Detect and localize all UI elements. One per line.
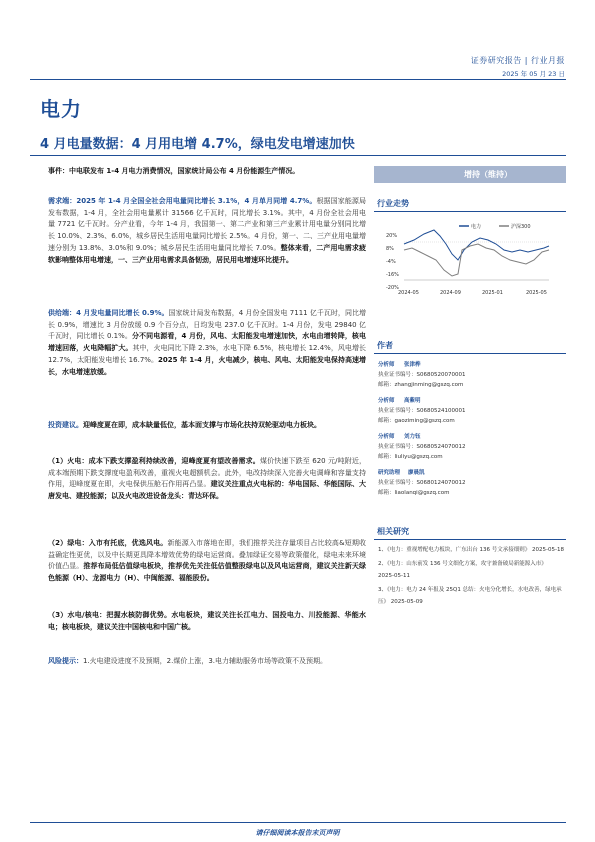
demand-label: 需求端：: [48, 197, 77, 205]
item-body: 新能源入市落地在即，我们推荐关注存量项目占比较高&短期收益确定性更优，以及中长期更具降本增效优势的绿电运营商。叠加绿证交易等政策催化，绿电未来环境价值凸显。: [48, 539, 366, 571]
analyst-name: 刘力钰: [404, 434, 421, 440]
analyst-role: 分析师: [378, 362, 395, 368]
event-text: 中电联发布 1-4 月电力消费情况，国家统计局公布 4 月份能源生产情况。: [69, 167, 300, 175]
item-thermal: [48, 456, 366, 503]
analyst-role: 分析师: [378, 434, 395, 440]
supply-label: 供给端：: [48, 309, 77, 317]
item-bold: 建议关注重点火电标的：华电国际、华能国际、大唐发电、建投能源；以及火电改进设备龙头：青达环保。: [48, 480, 367, 501]
trend-chart-svg: [374, 220, 566, 288]
risk-paragraph: [48, 656, 366, 668]
y-tick: 8%: [386, 246, 394, 252]
analyst-cert: 执业证书编号：S0680524070012: [378, 444, 466, 450]
item-green: [48, 538, 366, 585]
item-lead: （1）火电：成本下跌支撑盈利持续改善，迎峰度夏有望改善需求。: [48, 457, 260, 465]
analyst-block: [378, 468, 564, 498]
divider: [30, 155, 566, 156]
trend-chart: [374, 220, 566, 291]
risk-text: 1.火电建设进度不及预期，2.煤价上涨，3.电力辅助服务市场等政策不及预期。: [83, 657, 328, 665]
supply-bold2: 2025 年 1-4 月，火电减少，核电、风电、太阳能发电保持高速增长，水电增速放缓。: [48, 355, 366, 376]
related-list: [378, 544, 564, 610]
analyst-cert: 执业证书编号：S0680124070012: [378, 480, 466, 486]
x-tick: 2024-05: [398, 290, 419, 296]
report-type: 证券研究报告 | 行业月报: [470, 56, 565, 65]
demand-lead: 2025 年 1-4 月全国全社会用电量同比增长 3.1%，4 月单月同增 4.7%。: [76, 197, 317, 205]
legend-power-label: 电力: [471, 224, 482, 230]
item-lead: （2）绿电：入市有托底，优选风电。: [48, 539, 168, 547]
advice-label: 投资建议。: [48, 421, 83, 429]
event-label: 事件：: [48, 167, 69, 175]
series-hs300: [404, 244, 549, 276]
y-tick: -4%: [386, 259, 396, 265]
analyst-email[interactable]: 邮箱：liuliyu@gszq.com: [378, 454, 443, 460]
analyst-cert: 执业证书编号：S0680524100001: [378, 408, 466, 414]
demand-paragraph: [48, 196, 366, 266]
item-lead: （3）水电/核电：把握水核防御优势。水电板块，建议关注长江电力、国投电力、川投能源、华能水电；核电板块，建议关注中国核电和中国广核。: [48, 611, 366, 631]
report-title: 4 月电量数据：4 月用电增 4.7%，绿电发电增速加快: [40, 137, 355, 152]
analyst-name: 高紫明: [404, 398, 421, 404]
x-tick: 2025-01: [482, 290, 503, 296]
related-item[interactable]: 3、《电力：电力 24 年报及 25Q1 总结：火电分化增长，水电改善，绿电承压》 2025-05-09: [378, 587, 562, 605]
divider: [30, 79, 566, 80]
advice-text: 迎峰度夏在即，成本缺量低位，基本面支撑与市场化扶持双轮驱动电力板块。: [83, 421, 321, 429]
report-date: 2025 年 05 月 23 日: [502, 70, 565, 78]
related-heading: 相关研究: [374, 526, 566, 540]
analyst-block: [378, 432, 564, 462]
item-bold: 推荐布局低估值绿电板块，推荐优先关注低估值整股绿电以及风电运营商，建议关注新天绿色能源（H）、龙源电力（H）、中闽能源、福能股份。: [48, 562, 367, 583]
supply-lead: 4 月发电量同比增长 0.9%。: [76, 309, 169, 317]
industry-title: 电力: [40, 97, 82, 121]
analyst-email[interactable]: 邮箱：gaoziming@gszq.com: [378, 418, 455, 424]
analyst-name: 廖晨凯: [408, 470, 425, 476]
x-tick: 2024-09: [440, 290, 461, 296]
analyst-block: [378, 396, 564, 426]
demand-conclusion: 整体来看，二产用电需求疲软影响整体用电增速，一、三产业用电需求具备韧劲，居民用电增速环比提升。: [48, 243, 367, 264]
analyst-email[interactable]: 邮箱：liaolanqi@gszq.com: [378, 490, 450, 496]
y-tick: 20%: [386, 233, 398, 239]
supply-paragraph: [48, 308, 366, 378]
analyst-block: [378, 360, 564, 390]
series-power: [404, 230, 549, 260]
y-tick: -20%: [386, 285, 399, 291]
related-item[interactable]: 2、《电力：山东前发 136 号文细化方案，攻守兼备破局新能源入市》 2025-05-11: [378, 561, 547, 579]
supply-body2: 其中，火电同比下降 2.3%，水电下降 6.5%，核电增长 12.4%，风电增长 12.7%，太阳能发电增长 16.7%。: [48, 344, 367, 364]
demand-body: 根据国家能源局发布数据，1-4 月，全社会用电量累计 31566 亿千瓦时，同比增长 3.1%。其中，4 月份全社会用电量 7721 亿千瓦时。分产业看，今年 1-4 月，我国第一、第二产业和第三产业累计用电量分别同比增长 10.0%、2.3%、6.0%，城乡居民生活用电量同比增长 2.5%。4 月份，第一、二、三产业用电量增速分别为 13.8%、3.0%和 9.0%；城乡居民生活用电量同比增长 7.0%。: [48, 197, 367, 252]
analyst-role: 研究助理: [378, 470, 401, 476]
event-paragraph: [48, 166, 366, 178]
item-hydro-nuclear: [48, 610, 366, 633]
analyst-name: 张津桦: [404, 362, 421, 368]
supply-body1: 国家统计局发布数据，4 月份全国发电 7111 亿千瓦时，同比增长 0.9%，增速比 3 月份放缓 0.9 个百分点，日均发电 237.0 亿千瓦时。1-4 月份，发电 29840 亿千瓦时，同比增长 0.1%。: [48, 309, 366, 341]
y-tick: -16%: [386, 272, 399, 278]
item-body: 煤价快速下跌至 620 元/吨附近，成本端预期下跌支撑度电盈利改善，重视火电超额机会。此外，电改持续深入完善火电调峰和容量支持作用，迎峰度夏在即，火电保供压舱石作用再凸显。: [48, 457, 367, 489]
related-item[interactable]: 1、《电力：重视增配电力板块，广东出台 136 号文承接细则》 2025-05-18: [378, 547, 564, 553]
rating-badge: 增持（维持）: [374, 166, 566, 183]
supply-bold1: 分不同电源看，4 月份，风电、太阳能发电增速加快，水电由增转降，核电增速回落，火电降幅扩大。: [48, 332, 366, 353]
analyst-role: 分析师: [378, 398, 395, 404]
authors-heading: 作者: [374, 340, 566, 354]
x-tick: 2025-05: [526, 290, 547, 296]
advice-paragraph: [48, 420, 366, 432]
risk-label: 风险提示：: [48, 657, 83, 665]
trend-heading: 行业走势: [374, 198, 566, 212]
analyst-cert: 执业证书编号：S0680520070001: [378, 372, 466, 378]
legend-hs300-label: 沪深300: [511, 224, 531, 230]
analyst-email[interactable]: 邮箱：zhangjinming@gszq.com: [378, 382, 464, 388]
divider: [30, 822, 566, 823]
footer-disclaimer: 请仔细阅读本报告末页声明: [255, 829, 340, 837]
